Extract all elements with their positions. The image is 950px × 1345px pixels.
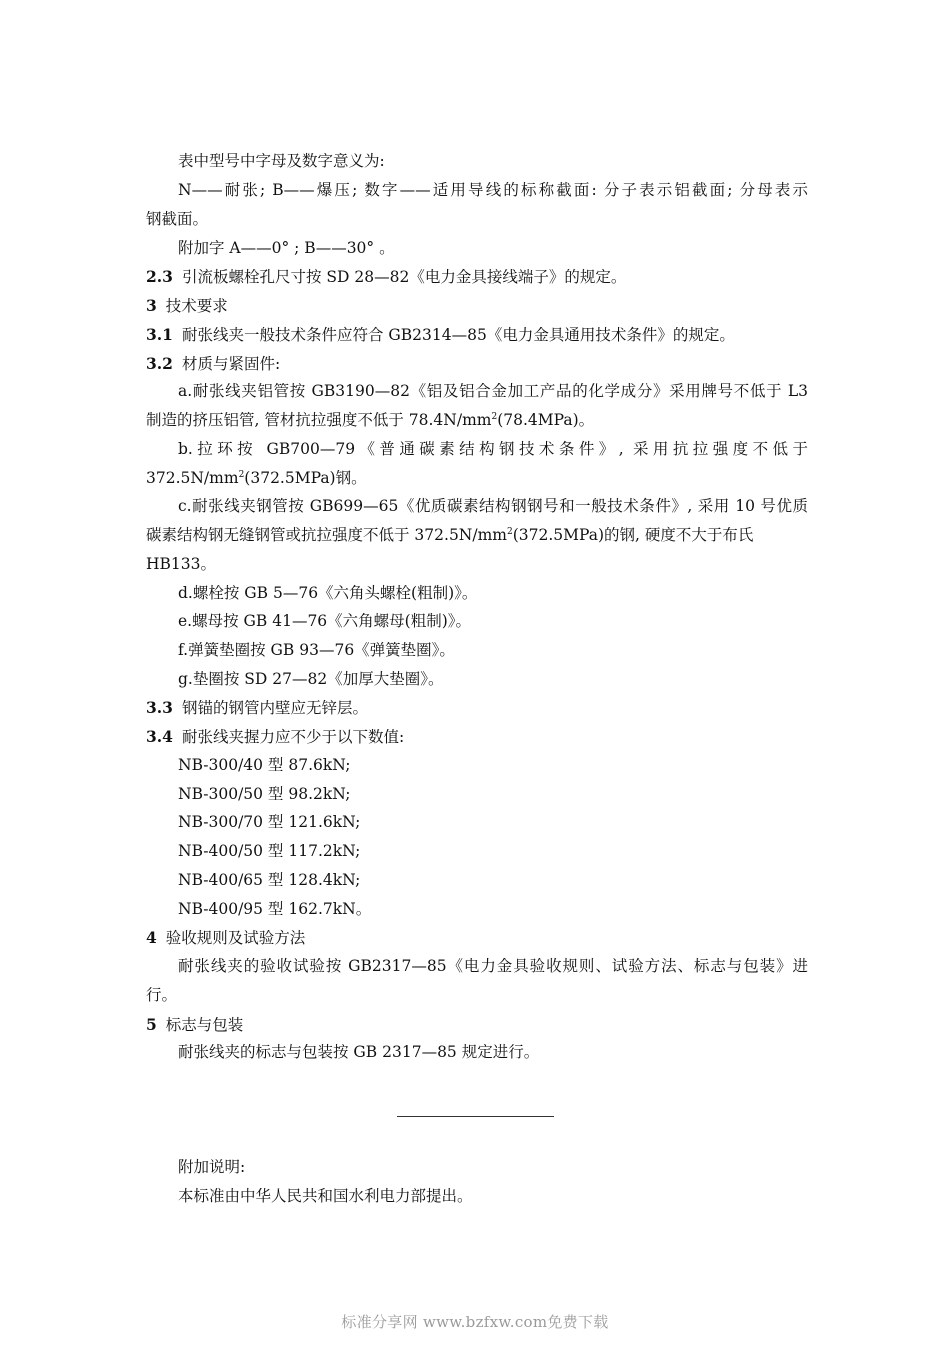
superscript: 2 xyxy=(506,527,513,537)
grip-value-item: NB-400/95 型 162.7kN。 xyxy=(178,900,372,918)
section-text: 标志与包装 xyxy=(165,1016,244,1034)
item-c-text: 碳素结构钢无缝钢管或抗拉强度不低于 372.5N/mm xyxy=(146,526,507,544)
section-3 xyxy=(146,291,228,320)
section-number: 3.2 xyxy=(146,354,173,373)
section-number: 3.3 xyxy=(146,698,173,717)
item-b-line-2 xyxy=(146,464,367,493)
section-text: 材质与紧固件: xyxy=(181,355,281,373)
item-g: g.垫圈按 SD 27—82《加厚大垫圈》。 xyxy=(178,670,444,688)
section-3-4 xyxy=(146,722,404,751)
section-3-2 xyxy=(146,349,280,378)
section-text: 耐张线夹握力应不少于以下数值: xyxy=(181,728,405,746)
section-text: 钢锚的钢管内壁应无锌层。 xyxy=(181,699,368,717)
item-d: d.螺栓按 GB 5—76《六角头螺栓(粗制)》。 xyxy=(178,584,478,602)
superscript: 2 xyxy=(238,470,245,480)
grip-value-item: NB-400/65 型 128.4kN; xyxy=(178,871,361,889)
item-e: e.螺母按 GB 41—76《六角螺母(粗制)》。 xyxy=(178,612,472,630)
footer-watermark: 标准分享网 www.bzfxw.com免费下载 xyxy=(341,1313,609,1331)
section-number: 5 xyxy=(146,1015,157,1034)
section-3-1 xyxy=(146,320,735,349)
section-3-3 xyxy=(146,693,368,722)
item-a-text-end: (78.4MPa)。 xyxy=(497,411,595,429)
item-a-text: 制造的挤压铝管, 管材抗拉强度不低于 78.4N/mm xyxy=(146,411,492,429)
section-number: 3.1 xyxy=(146,325,173,344)
grip-value-item: NB-300/70 型 121.6kN; xyxy=(178,813,361,831)
section-number: 4 xyxy=(146,928,157,947)
item-a-line-1: a.耐张线夹铝管按 GB3190—82《铝及铝合金加工产品的化学成分》采用牌号不低于 L3 xyxy=(178,382,808,400)
section-5 xyxy=(146,1010,243,1039)
grip-value-item: NB-400/50 型 117.2kN; xyxy=(178,842,361,860)
item-c-text-end: (372.5MPa)的钢, 硬度不大于布氏 xyxy=(512,526,754,544)
grip-value-item: NB-300/50 型 98.2kN; xyxy=(178,785,351,803)
section-number: 3 xyxy=(146,296,157,315)
section-text: 耐张线夹一般技术条件应符合 GB2314—85《电力金具通用技术条件》的规定。 xyxy=(181,326,735,344)
additional-notes-body: 本标准由中华人民共和国水利电力部提出。 xyxy=(178,1187,473,1205)
item-b-text-end: (372.5MPa)钢。 xyxy=(244,469,367,487)
additional-notes-title: 附加说明: xyxy=(178,1158,246,1176)
section-4 xyxy=(146,923,305,952)
item-c-line-1: c.耐张线夹钢管按 GB699—65《优质碳素结构钢钢号和一般技术条件》, 采用 10 号优质 xyxy=(178,497,808,515)
superscript: 2 xyxy=(491,412,498,422)
section-text: 引流板螺栓孔尺寸按 SD 28—82《电力金具接线端子》的规定。 xyxy=(181,268,627,286)
item-a-line-2 xyxy=(146,406,594,435)
section-4-body-line-1: 耐张线夹的验收试验按 GB2317—85《电力金具验收规则、试验方法、标志与包装》进 xyxy=(178,957,808,975)
item-c-line-3: HB133。 xyxy=(146,555,216,573)
legend-line-2: 钢截面。 xyxy=(146,210,209,228)
section-text: 验收规则及试验方法 xyxy=(165,929,306,947)
section-number: 3.4 xyxy=(146,727,173,746)
item-f: f.弹簧垫圈按 GB 93—76《弹簧垫圈》。 xyxy=(178,641,455,659)
item-b-line-1: b.拉环按 GB700—79《普通碳素结构钢技术条件》, 采用抗拉强度不低于 xyxy=(178,440,808,458)
intro-heading: 表中型号中字母及数字意义为: xyxy=(178,152,385,170)
suffix-line: 附加字 A——0° ; B——30° 。 xyxy=(178,239,395,257)
end-divider xyxy=(397,1116,554,1117)
section-2-3 xyxy=(146,262,626,291)
section-4-body-line-2: 行。 xyxy=(146,986,178,1004)
item-b-text: 372.5N/mm xyxy=(146,469,239,487)
grip-value-item: NB-300/40 型 87.6kN; xyxy=(178,756,351,774)
section-text: 技术要求 xyxy=(165,297,228,315)
section-number: 2.3 xyxy=(146,267,173,286)
item-c-line-2 xyxy=(146,521,753,550)
section-5-body: 耐张线夹的标志与包装按 GB 2317—85 规定进行。 xyxy=(178,1043,540,1061)
legend-line-1: N——耐张; B——爆压; 数字——适用导线的标称截面: 分子表示铝截面; 分母表示 xyxy=(178,181,808,199)
